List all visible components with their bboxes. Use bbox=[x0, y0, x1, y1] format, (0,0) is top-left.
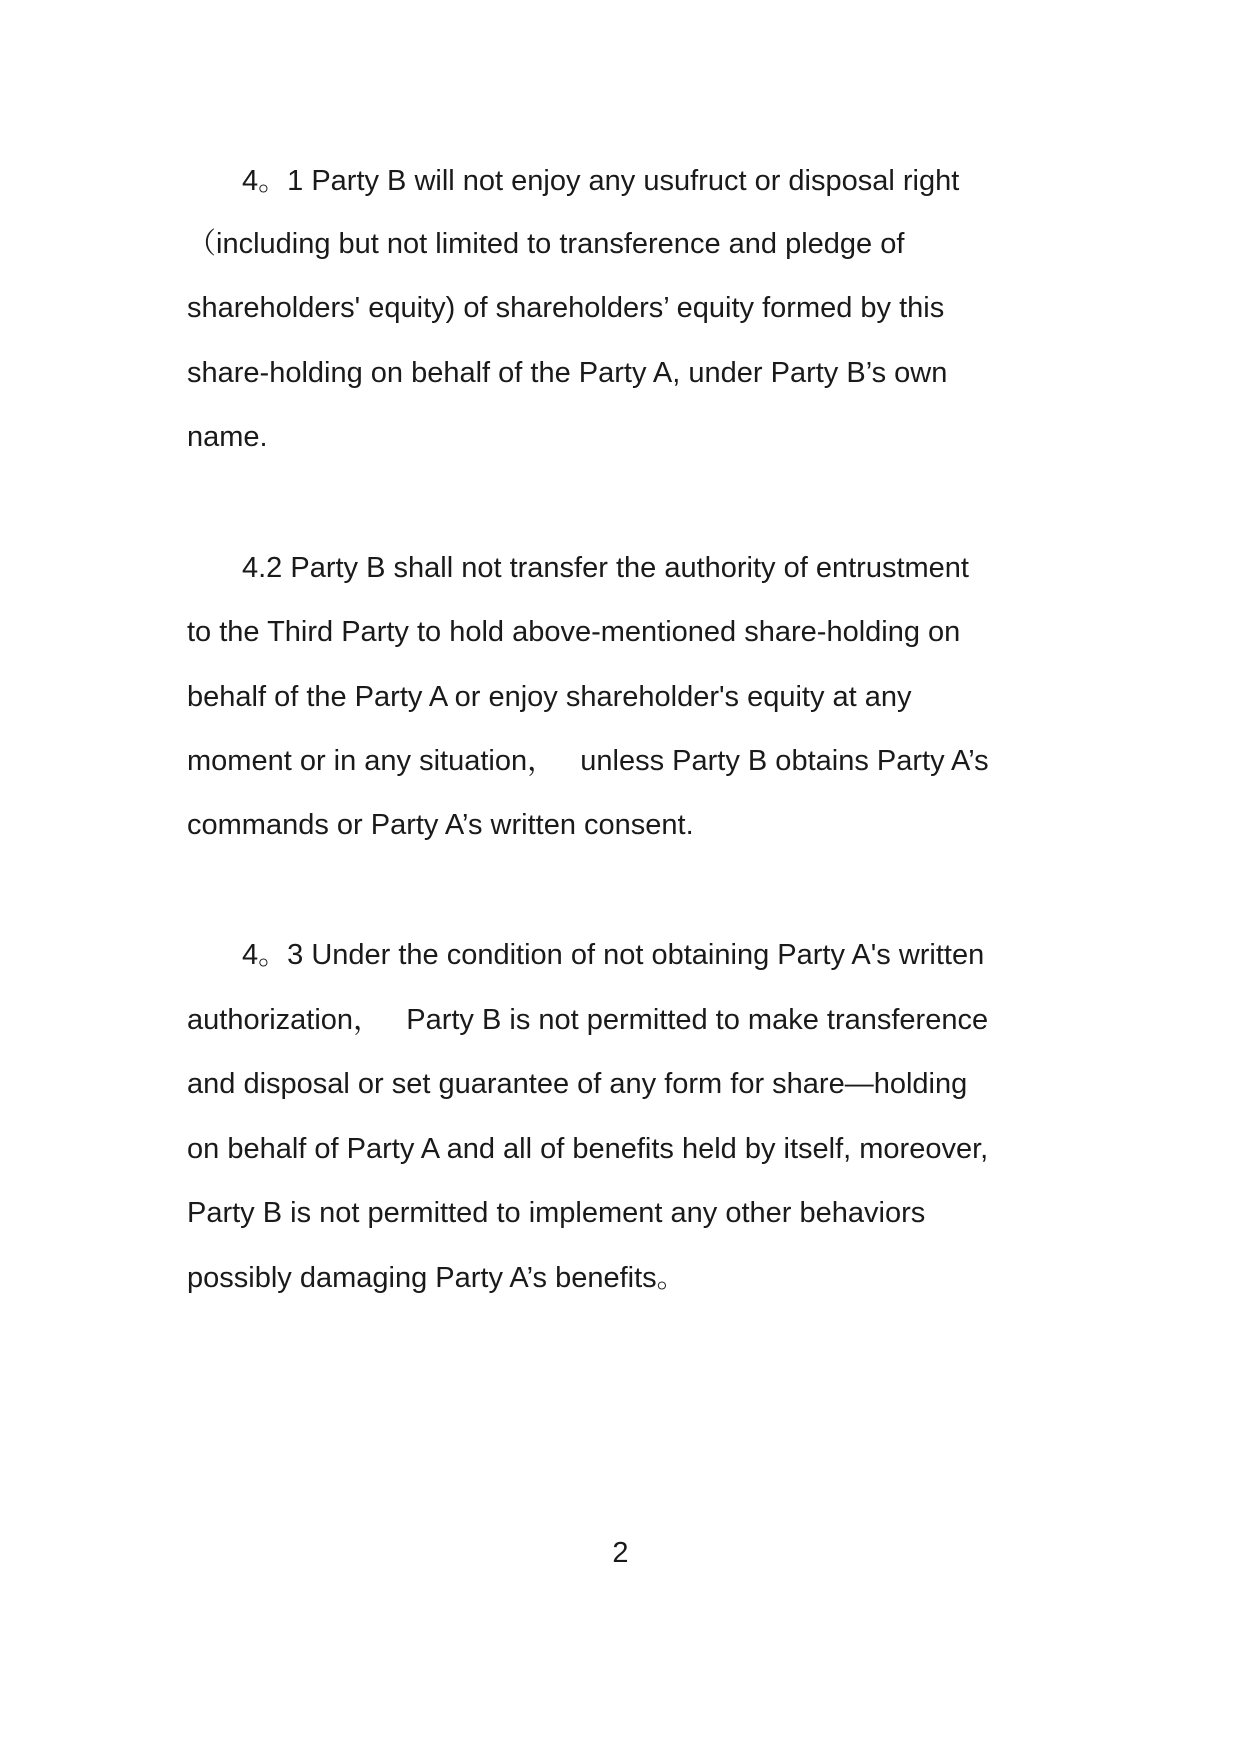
page-number: 2 bbox=[612, 1537, 629, 1569]
paragraph-line: shareholders' equity) of shareholders’ equity formed by this bbox=[187, 292, 945, 324]
paragraph-line: share-holding on behalf of the Party A, under Party B’s own bbox=[187, 357, 948, 389]
paragraph-line: and disposal or set guarantee of any form for share—holding bbox=[187, 1068, 968, 1100]
paragraph-line: on behalf of Party A and all of benefits held by itself, moreover, bbox=[187, 1133, 989, 1165]
paragraph-line: commands or Party A’s written consent. bbox=[187, 809, 694, 841]
paragraph-line: 4.2 Party B shall not transfer the authority of entrustment bbox=[242, 552, 969, 584]
paragraph-line: moment or in any situation， unless Party B obtains Party A’s bbox=[187, 745, 989, 777]
paragraph-line: name. bbox=[187, 421, 268, 453]
paragraph-line: authorization， Party B is not permitted to make transference bbox=[187, 1004, 989, 1036]
paragraph-line: possibly damaging Party A’s benefits。 bbox=[187, 1262, 686, 1294]
paragraph-line: 4。1 Party B will not enjoy any usufruct or disposal right bbox=[242, 165, 960, 197]
paragraph-line: to the Third Party to hold above-mentioned share-holding on bbox=[187, 616, 961, 648]
paragraph-line: 4。3 Under the condition of not obtaining Party A's written bbox=[242, 939, 985, 971]
paragraph-line: Party B is not permitted to implement any other behaviors bbox=[187, 1197, 926, 1229]
paragraph-line: （including but not limited to transference and pledge of bbox=[187, 228, 905, 260]
paragraph-line: behalf of the Party A or enjoy shareholder's equity at any bbox=[187, 681, 912, 713]
